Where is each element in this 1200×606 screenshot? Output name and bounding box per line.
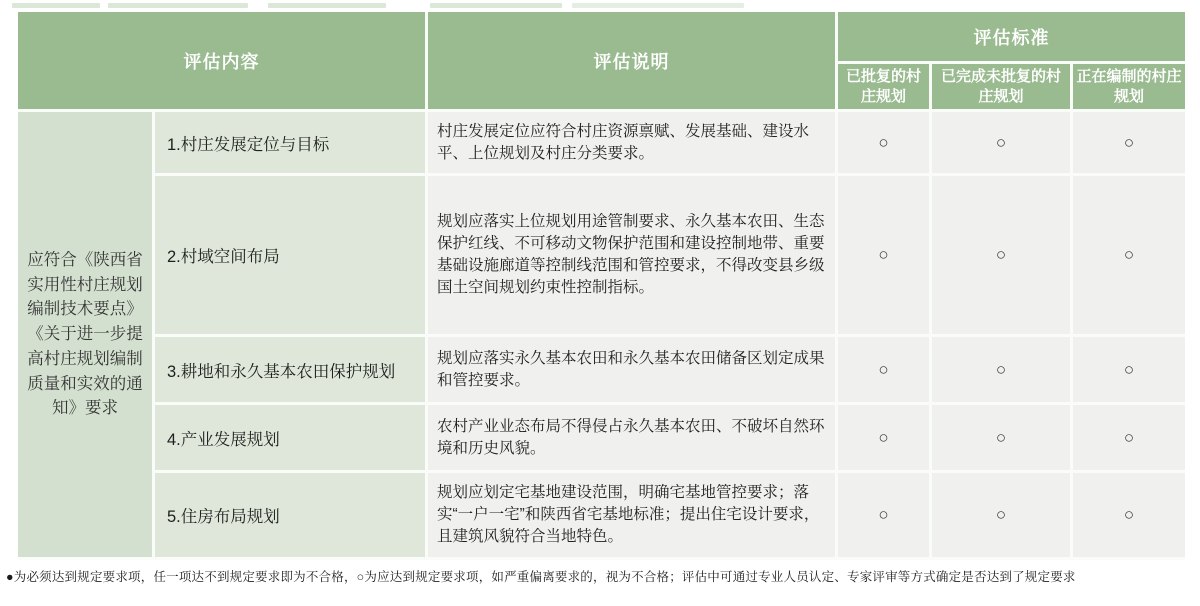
item-cell: 4.产业发展规划 [155, 405, 428, 473]
eval-mark: ○ [1073, 405, 1185, 473]
header-evaluation-description: 评估说明 [428, 12, 838, 112]
eval-mark: ○ [932, 112, 1073, 176]
item-cell: 1.村庄发展定位与目标 [155, 112, 428, 176]
eval-mark: ○ [1073, 112, 1185, 176]
cropped-content-remnant [572, 3, 744, 8]
item-cell: 5.住房布局规划 [155, 473, 428, 560]
header-evaluation-content: 评估内容 [18, 12, 428, 112]
description-cell: 规划应划定宅基地建设范围，明确宅基地管控要求；落实“一户一宅”和陕西省宅基地标准；提出住宅设计要求，且建筑风貌符合当地特色。 [428, 473, 838, 560]
eval-mark: ○ [932, 337, 1073, 405]
description-cell: 农村产业业态布局不得侵占永久基本农田、不破坏自然环境和历史风貌。 [428, 405, 838, 473]
header-completed-unapproved-plan: 已完成未批复的村庄规划 [932, 64, 1073, 112]
eval-mark: ○ [1073, 176, 1185, 337]
eval-mark: ○ [932, 473, 1073, 560]
cropped-content-remnant [12, 3, 100, 8]
eval-mark: ○ [838, 176, 932, 337]
header-approved-plan: 已批复的村庄规划 [838, 64, 932, 112]
header-in-preparation-plan: 正在编制的村庄规划 [1073, 64, 1185, 112]
eval-mark: ○ [838, 473, 932, 560]
eval-mark: ○ [838, 112, 932, 176]
table-row [18, 337, 1185, 405]
requirement-cell: 应符合《陕西省实用性村庄规划编制技术要点》《关于进一步提高村庄规划编制质量和实效的通知》要求 [18, 112, 155, 560]
cropped-content-remnant [268, 3, 386, 8]
table-row [18, 112, 1185, 176]
eval-mark: ○ [838, 405, 932, 473]
evaluation-table [18, 12, 1185, 560]
eval-mark: ○ [1073, 473, 1185, 560]
description-cell: 规划应落实上位规划用途管制要求、永久基本农田、生态保护红线、不可移动文物保护范围和建设控制地带、重要基础设施廊道等控制线范围和管控要求，不得改变县乡级国土空间规划约束性控制指标。 [428, 176, 838, 337]
description-cell: 村庄发展定位应符合村庄资源禀赋、发展基础、建设水平、上位规划及村庄分类要求。 [428, 112, 838, 176]
eval-mark: ○ [932, 176, 1073, 337]
eval-mark: ○ [838, 337, 932, 405]
header-evaluation-standard: 评估标准 [838, 12, 1185, 64]
table-row [18, 473, 1185, 560]
table-row [18, 405, 1185, 473]
cropped-content-remnant [108, 3, 248, 8]
item-cell: 2.村域空间布局 [155, 176, 428, 337]
description-cell: 规划应落实永久基本农田和永久基本农田储备区划定成果和管控要求。 [428, 337, 838, 405]
legend-footnote: ●为必须达到规定要求项，任一项达不到规定要求即为不合格，○为应达到规定要求项，如严重偏离要求的，视为不合格；评估中可通过专业人员认定、专家评审等方式确定是否达到了规定要求 [6, 570, 1076, 584]
table-row [18, 176, 1185, 337]
eval-mark: ○ [932, 405, 1073, 473]
item-cell: 3.耕地和永久基本农田保护规划 [155, 337, 428, 405]
eval-mark: ○ [1073, 337, 1185, 405]
cropped-content-remnant [430, 3, 562, 8]
